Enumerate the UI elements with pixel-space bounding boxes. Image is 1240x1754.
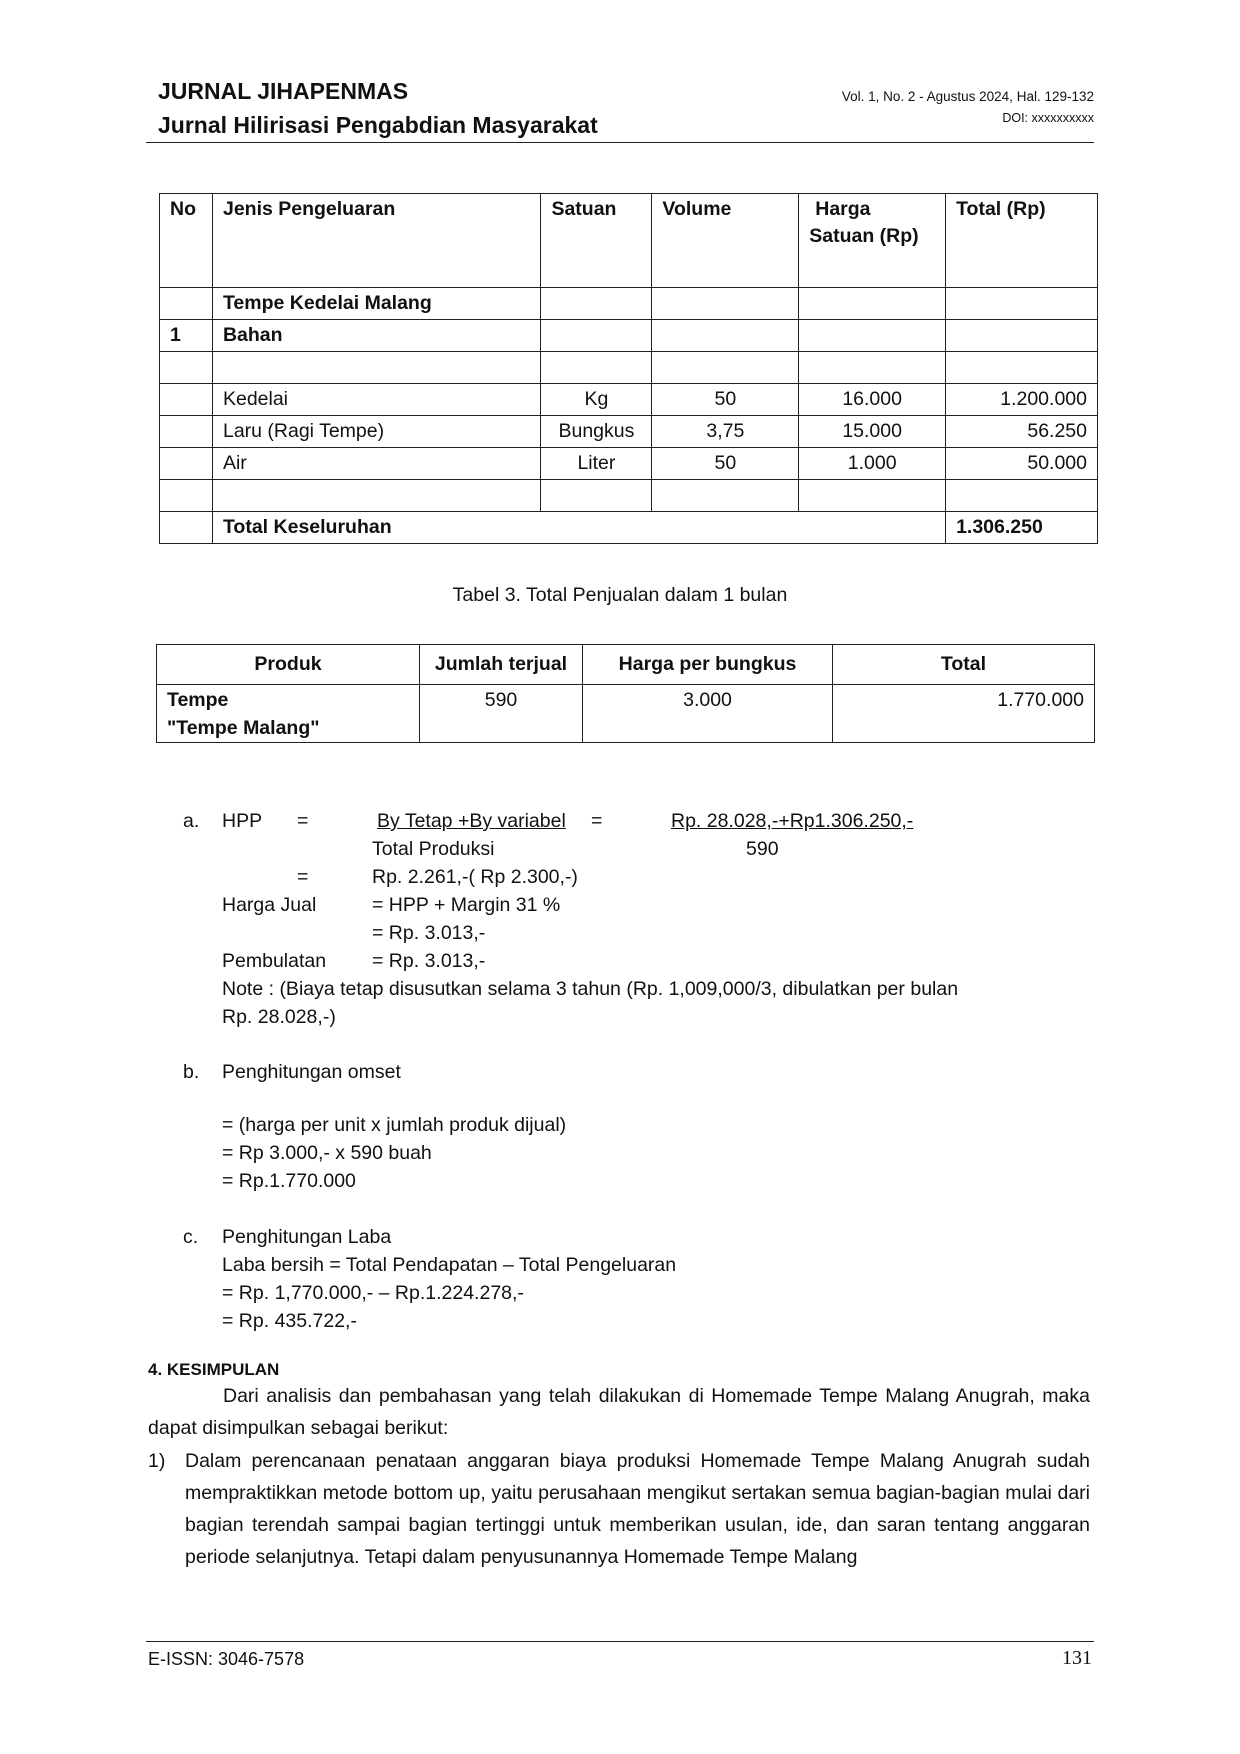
section-title: Tempe Kedelai Malang [212, 288, 540, 320]
item-volume: 50 [652, 384, 799, 416]
group-name: Bahan [212, 320, 540, 352]
pembulatan-value: = Rp. 3.013,- [372, 950, 486, 972]
table-row [157, 685, 1095, 743]
omset-title: Penghitungan omset [222, 1061, 401, 1083]
item-price: 16.000 [799, 384, 946, 416]
footer-issn: E-ISSN: 3046-7578 [148, 1649, 305, 1669]
laba-line-2: = Rp. 1,770.000,- – Rp.1.224.278,- [222, 1282, 524, 1304]
grand-total-value: 1.306.250 [946, 512, 1098, 544]
formula-denominator: Total Produksi [372, 838, 495, 860]
hpp-label: HPP [222, 810, 263, 832]
doi-info: DOI: xxxxxxxxxx [1002, 111, 1094, 125]
item-name: Laru (Ragi Tempe) [212, 416, 540, 448]
item-price: 1.000 [799, 448, 946, 480]
table-header-row [157, 645, 1095, 685]
col-jenis: Jenis Pengeluaran [212, 194, 540, 288]
grand-total-label: Total Keseluruhan [212, 512, 945, 544]
omset-line-1: = (harga per unit x jumlah produk dijual) [222, 1114, 567, 1136]
table-row [160, 288, 1098, 320]
list-letter-a: a. [183, 810, 200, 832]
item-name: Air [212, 448, 540, 480]
page-number: 131 [1062, 1647, 1092, 1669]
value-denominator: 590 [746, 838, 779, 860]
table3-caption: Tabel 3. Total Penjualan dalam 1 bulan [452, 584, 788, 606]
item-total: 1.200.000 [946, 384, 1098, 416]
list-letter-b: b. [183, 1061, 200, 1083]
table-row [160, 416, 1098, 448]
note-line-2: Rp. 28.028,-) [222, 1006, 336, 1028]
harga-jual-value: = Rp. 3.013,- [372, 922, 486, 944]
col-total: Total [833, 645, 1095, 685]
table-row [160, 480, 1098, 512]
journal-full-title: Jurnal Hilirisasi Pengabdian Masyarakat [158, 112, 598, 138]
item-unit: Bungkus [541, 416, 652, 448]
table-row [160, 384, 1098, 416]
group-no: 1 [160, 320, 213, 352]
table-row [160, 320, 1098, 352]
col-harga: Harga per bungkus [583, 645, 833, 685]
hpp-equals: = [297, 810, 309, 832]
col-harga: Harga Satuan (Rp) [799, 194, 946, 288]
item-total: 50.000 [946, 448, 1098, 480]
footer-rule [146, 1641, 1094, 1642]
table-row [160, 352, 1098, 384]
col-satuan: Satuan [541, 194, 652, 288]
conclusion-item: Dalam perencanaan penataan anggaran biaya produksi Homemade Tempe Malang Anugrah sudah mempraktikkan metode bottom up, yaitu perusahaan mengikut sertakan semua bagian-bagian mulai dari bagian terendah sampai bagian tertinggi untuk memberikan usulan, ide, dan saran tentang anggaran periode selanjutnya. Tetapi dalam penyusunannya Homemade Tempe Malang [185, 1450, 1090, 1568]
col-no: No [160, 194, 213, 288]
col-total: Total (Rp) [946, 194, 1098, 288]
laba-line-3: = Rp. 435.722,- [222, 1310, 357, 1332]
journal-title: JURNAL JIHAPENMAS [158, 78, 409, 104]
item-price: 15.000 [799, 416, 946, 448]
laba-title: Penghitungan Laba [222, 1226, 392, 1248]
col-volume: Volume [652, 194, 799, 288]
harga-jual-label: Harga Jual [222, 894, 317, 916]
note-line-1: Note : (Biaya tetap disusutkan selama 3 tahun (Rp. 1,009,000/3, dibulatkan per bulan [222, 978, 959, 1000]
volume-info: Vol. 1, No. 2 - Agustus 2024, Hal. 129-132 [841, 89, 1094, 104]
omset-line-2: = Rp 3.000,- x 590 buah [222, 1142, 432, 1164]
item-unit: Liter [541, 448, 652, 480]
expense-table [159, 193, 1098, 544]
total-row [160, 512, 1098, 544]
col-jumlah: Jumlah terjual [420, 645, 583, 685]
list-number: 1) [148, 1450, 166, 1472]
formula-numerator: By Tetap +By variabel [377, 810, 566, 832]
item-volume: 3,75 [652, 416, 799, 448]
qty-cell: 590 [420, 685, 583, 743]
list-letter-c: c. [183, 1226, 199, 1248]
result-equals: = [297, 866, 309, 888]
col-produk: Produk [157, 645, 420, 685]
header-rule [146, 142, 1094, 143]
table-header-row [160, 194, 1098, 288]
product-cell: Tempe "Tempe Malang" [157, 685, 420, 743]
table-row [160, 448, 1098, 480]
pembulatan-label: Pembulatan [222, 950, 327, 972]
item-unit: Kg [541, 384, 652, 416]
harga-jual-formula: = HPP + Margin 31 % [372, 894, 561, 916]
hpp-result: Rp. 2.261,-( Rp 2.300,-) [372, 866, 578, 888]
item-volume: 50 [652, 448, 799, 480]
laba-line-1: Laba bersih = Total Pendapatan – Total Pengeluaran [222, 1254, 677, 1276]
item-total: 56.250 [946, 416, 1098, 448]
conclusion-intro: Dari analisis dan pembahasan yang telah dilakukan di Homemade Tempe Malang Anugrah, maka dapat disimpulkan sebagai berikut: [148, 1385, 1090, 1439]
item-name: Kedelai [212, 384, 540, 416]
formula-equals: = [591, 810, 603, 832]
omset-line-3: = Rp.1.770.000 [222, 1170, 356, 1192]
sales-table [156, 644, 1095, 743]
total-cell: 1.770.000 [833, 685, 1095, 743]
price-cell: 3.000 [583, 685, 833, 743]
section-heading: 4. KESIMPULAN [148, 1360, 280, 1379]
value-numerator: Rp. 28.028,-+Rp1.306.250,- [671, 810, 914, 832]
